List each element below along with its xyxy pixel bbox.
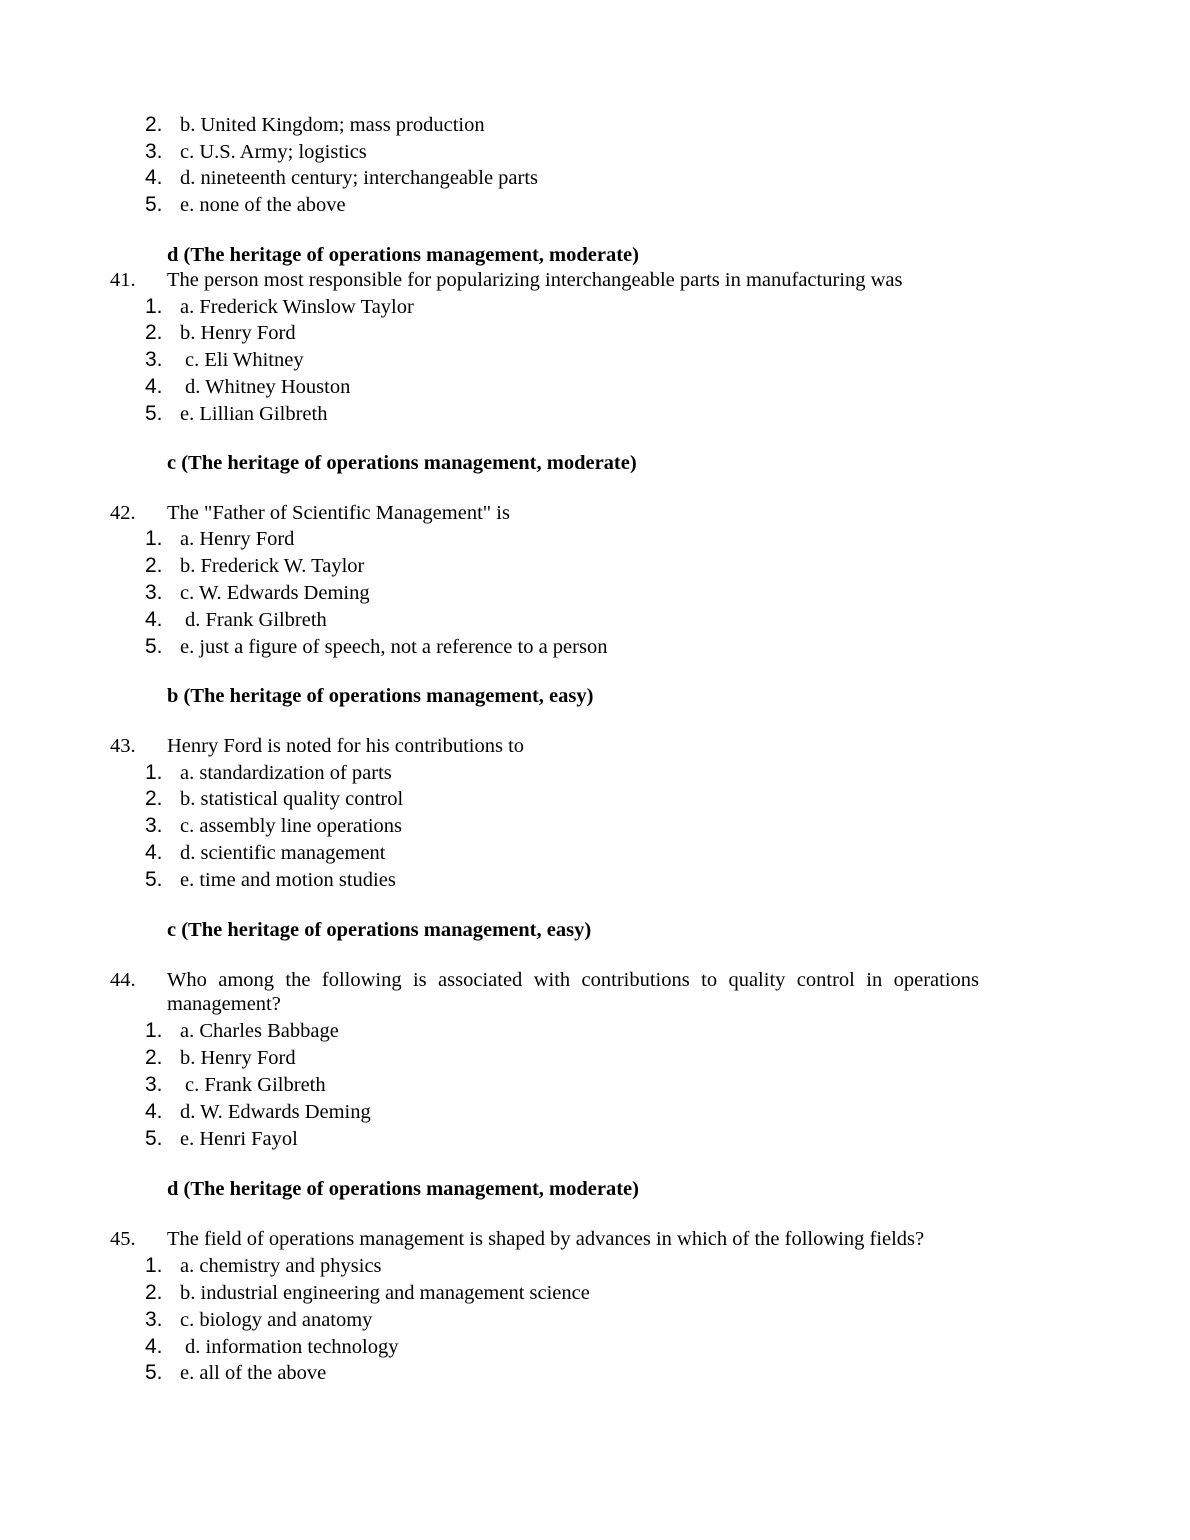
option-text: b. United Kingdom; mass production bbox=[180, 114, 485, 136]
question-text: The "Father of Scientific Management" is bbox=[167, 502, 510, 524]
option-text: c. W. Edwards Deming bbox=[180, 582, 370, 604]
option-text: c. Frank Gilbreth bbox=[185, 1074, 326, 1096]
option-number: 1. bbox=[145, 295, 163, 318]
option-text: d. information technology bbox=[185, 1336, 399, 1358]
option-number: 2. bbox=[145, 1281, 163, 1304]
question-text: Who among the following is associated with contributions to quality control in operations management? bbox=[167, 969, 979, 1015]
option-number: 2. bbox=[145, 787, 163, 810]
option-text: b. Henry Ford bbox=[180, 322, 296, 344]
option-number: 2. bbox=[145, 1046, 163, 1069]
option-text: b. Frederick W. Taylor bbox=[180, 555, 365, 577]
option-number: 2. bbox=[145, 113, 163, 136]
option-text: b. industrial engineering and management science bbox=[180, 1282, 590, 1304]
option-text: b. statistical quality control bbox=[180, 788, 404, 810]
option-text: a. chemistry and physics bbox=[180, 1255, 382, 1277]
option-number: 4. bbox=[145, 1335, 163, 1358]
option-number: 3. bbox=[145, 1073, 163, 1096]
question-number: 41. bbox=[110, 269, 136, 291]
option-text: c. assembly line operations bbox=[180, 815, 403, 837]
option-number: 3. bbox=[145, 1308, 163, 1331]
question-text: The field of operations management is shaped by advances in which of the following fields? bbox=[167, 1228, 925, 1250]
option-number: 4. bbox=[145, 841, 163, 864]
option-number: 3. bbox=[145, 140, 163, 163]
option-text: d. scientific management bbox=[180, 842, 386, 864]
option-number: 1. bbox=[145, 1019, 163, 1042]
option-text: c. biology and anatomy bbox=[180, 1309, 373, 1331]
option-number: 4. bbox=[145, 1100, 163, 1123]
option-text: c. U.S. Army; logistics bbox=[180, 141, 367, 163]
option-text: a. standardization of parts bbox=[180, 762, 392, 784]
option-text: a. Frederick Winslow Taylor bbox=[180, 296, 414, 318]
option-text: b. Henry Ford bbox=[180, 1047, 296, 1069]
option-number: 3. bbox=[145, 581, 163, 604]
option-number: 3. bbox=[145, 348, 163, 371]
answer-key: d (The heritage of operations management, moderate) bbox=[167, 244, 639, 266]
option-text: a. Charles Babbage bbox=[180, 1020, 339, 1042]
option-text: a. Henry Ford bbox=[180, 528, 295, 550]
option-number: 2. bbox=[145, 554, 163, 577]
option-text: d. nineteenth century; interchangeable parts bbox=[180, 167, 539, 189]
option-number: 5. bbox=[145, 1127, 163, 1150]
option-number: 1. bbox=[145, 761, 163, 784]
option-number: 4. bbox=[145, 608, 163, 631]
option-number: 5. bbox=[145, 1361, 163, 1384]
option-text: e. Henri Fayol bbox=[180, 1128, 298, 1150]
option-number: 1. bbox=[145, 527, 163, 550]
answer-key: c (The heritage of operations management, easy) bbox=[167, 919, 592, 941]
option-text: d. W. Edwards Deming bbox=[180, 1101, 371, 1123]
answer-key: d (The heritage of operations management, moderate) bbox=[167, 1178, 639, 1200]
answer-key: b (The heritage of operations management, easy) bbox=[167, 685, 594, 707]
option-text: d. Frank Gilbreth bbox=[185, 609, 327, 631]
option-text: e. just a figure of speech, not a reference to a person bbox=[180, 636, 608, 658]
option-number: 4. bbox=[145, 375, 163, 398]
question-text: Henry Ford is noted for his contributions to bbox=[167, 735, 525, 757]
option-number: 1. bbox=[145, 1254, 163, 1277]
option-number: 4. bbox=[145, 166, 163, 189]
option-text: e. time and motion studies bbox=[180, 869, 396, 891]
option-text: e. Lillian Gilbreth bbox=[180, 403, 328, 425]
option-number: 2. bbox=[145, 321, 163, 344]
option-text: e. all of the above bbox=[180, 1362, 327, 1384]
option-number: 5. bbox=[145, 402, 163, 425]
question-text: The person most responsible for popularizing interchangeable parts in manufacturing was bbox=[167, 269, 903, 291]
question-number: 42. bbox=[110, 502, 136, 524]
option-text: c. Eli Whitney bbox=[185, 349, 304, 371]
question-number: 45. bbox=[110, 1228, 136, 1250]
question-number: 44. bbox=[110, 969, 136, 991]
option-number: 5. bbox=[145, 193, 163, 216]
question-number: 43. bbox=[110, 735, 136, 757]
option-number: 5. bbox=[145, 635, 163, 658]
option-number: 3. bbox=[145, 814, 163, 837]
option-text: d. Whitney Houston bbox=[185, 376, 351, 398]
option-number: 5. bbox=[145, 868, 163, 891]
answer-key: c (The heritage of operations management, moderate) bbox=[167, 452, 637, 474]
option-text: e. none of the above bbox=[180, 194, 346, 216]
